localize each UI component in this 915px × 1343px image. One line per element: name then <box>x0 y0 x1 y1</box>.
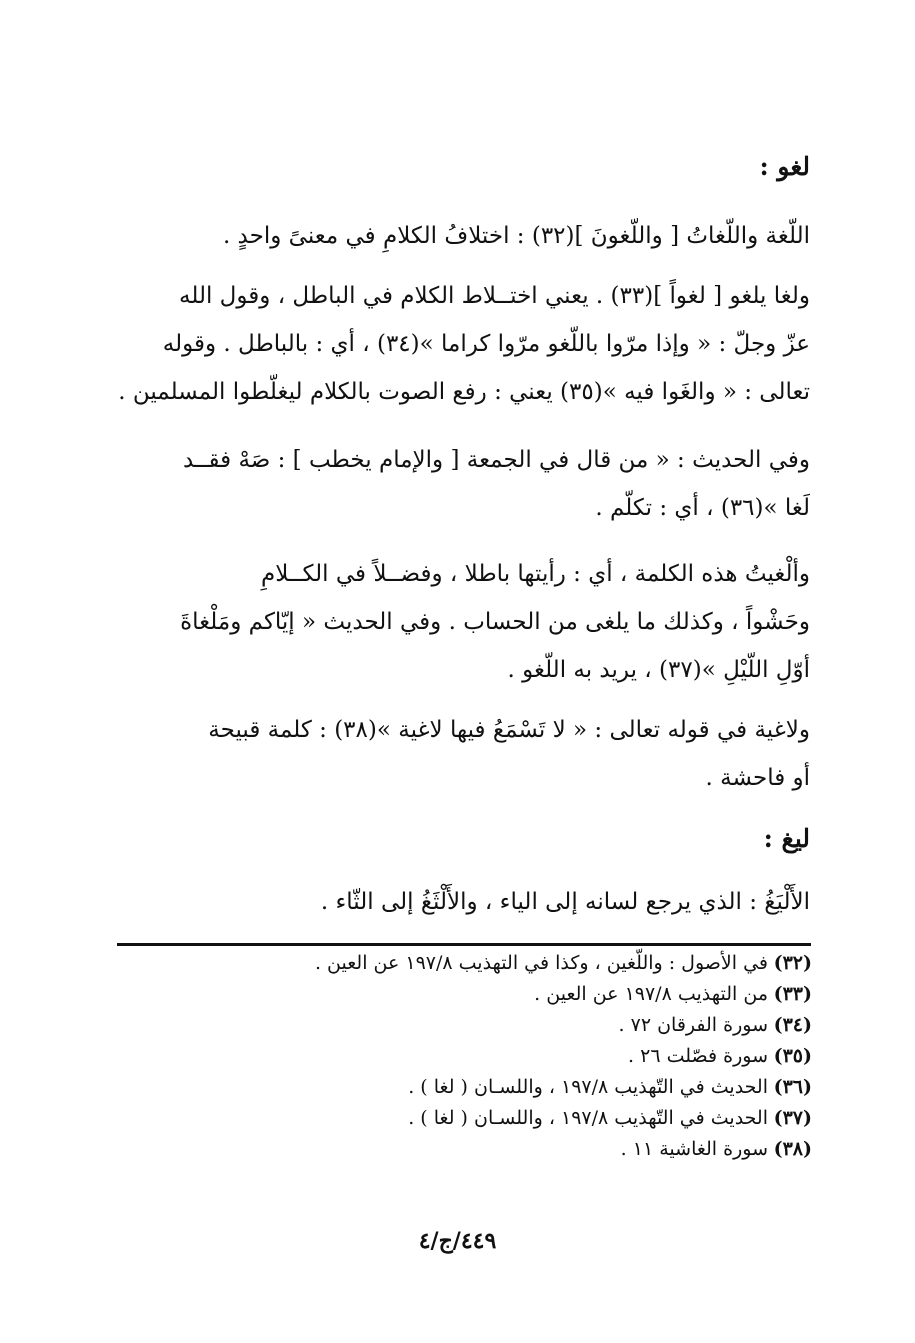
footnote-number: (٣٣) <box>773 983 812 1005</box>
footnote <box>112 979 812 1010</box>
footnote-number: (٣٥) <box>773 1045 812 1067</box>
footnote-number: (٣٨) <box>773 1138 812 1160</box>
footnote-text: من التهذيب ١٩٧/٨ عن العين . <box>534 983 768 1005</box>
footnotes <box>112 948 812 1165</box>
footnote <box>112 1010 812 1041</box>
paragraph-4 <box>105 550 810 694</box>
text-line: ولغا يلغو [ لغواً ](٣٣) . يعني اختــلاط الكلام في الباطل ، وقول الله <box>179 283 810 309</box>
paragraph-1 <box>105 212 810 260</box>
text-line: وفي الحديث : « من قال في الجمعة [ والإمام يخطب ] : صَهْ فقــد <box>182 447 810 473</box>
entry-heading-lagha: لغو : <box>759 152 810 181</box>
footnote <box>112 1134 812 1165</box>
footnote <box>112 1103 812 1134</box>
text-line: ولاغية في قوله تعالى : « لا تَسْمَعُ فيها لاغية »(٣٨) : كلمة قبيحة <box>208 717 810 743</box>
paragraph-2 <box>105 272 810 416</box>
footnote-number: (٣٦) <box>773 1076 812 1098</box>
footnote-text: سورة الغاشية ١١ . <box>620 1138 768 1160</box>
entry-heading-laygh: ليغ : <box>763 824 810 853</box>
footnote-text: الحديث في التّهذيب ١٩٧/٨ ، واللسـان ( لغا ) . <box>408 1076 768 1098</box>
footnote-number: (٣٢) <box>773 952 812 974</box>
text-line: اللّغة واللّغاتُ [ واللّغونَ ](٣٢) : اختلافُ الكلامِ في معنىً واحدٍ . <box>222 223 810 249</box>
footnote-text: الحديث في التّهذيب ١٩٧/٨ ، واللسـان ( لغا ) . <box>408 1107 768 1129</box>
text-line: وألْغيتُ هذه الكلمة ، أي : رأيتها باطلا ، وفضــلاً في الكــلامِ <box>261 561 810 587</box>
footnote <box>112 1072 812 1103</box>
text-line: الأَلْيَغُ : الذي يرجع لسانه إلى الياء ، والأَلْثَغُ إلى الثّاء . <box>320 889 810 915</box>
footnote-number: (٣٤) <box>773 1014 812 1036</box>
text-line: أو فاحشة . <box>705 765 810 791</box>
text-line: لَغا »(٣٦) ، أي : تكلّم . <box>595 495 810 521</box>
footnote-divider <box>117 943 811 946</box>
text-line: أوّلِ اللّيْلِ »(٣٧) ، يريد به اللّغو . <box>507 657 810 683</box>
text-line: وحَشْواً ، وكذلك ما يلغى من الحساب . وفي الحديث « إيّاكم ومَلْغاةَ <box>180 609 810 635</box>
footnote <box>112 948 812 979</box>
text-line: عزّ وجلّ : « وإذا مرّوا باللّغو مرّوا كراما »(٣٤) ، أي : بالباطل . وقوله <box>162 331 810 357</box>
footnote-text: في الأصول : واللّغين ، وكذا في التهذيب ١٩٧/٨ عن العين . <box>314 952 768 974</box>
paragraph-3 <box>105 436 810 532</box>
text-line: تعالى : « والغَوا فيه »(٣٥) يعني : رفع الصوت بالكلام ليغلّطوا المسلمين . <box>118 379 810 405</box>
paragraph-5 <box>105 706 810 802</box>
page-number: ٤٤٩/ج/٤ <box>418 1228 497 1254</box>
footnote-number: (٣٧) <box>773 1107 812 1129</box>
footnote-text: سورة الفرقان ٧٢ . <box>618 1014 768 1036</box>
footnote <box>112 1041 812 1072</box>
footnote-text: سورة فصّلت ٢٦ . <box>628 1045 768 1067</box>
paragraph-6 <box>105 878 810 926</box>
